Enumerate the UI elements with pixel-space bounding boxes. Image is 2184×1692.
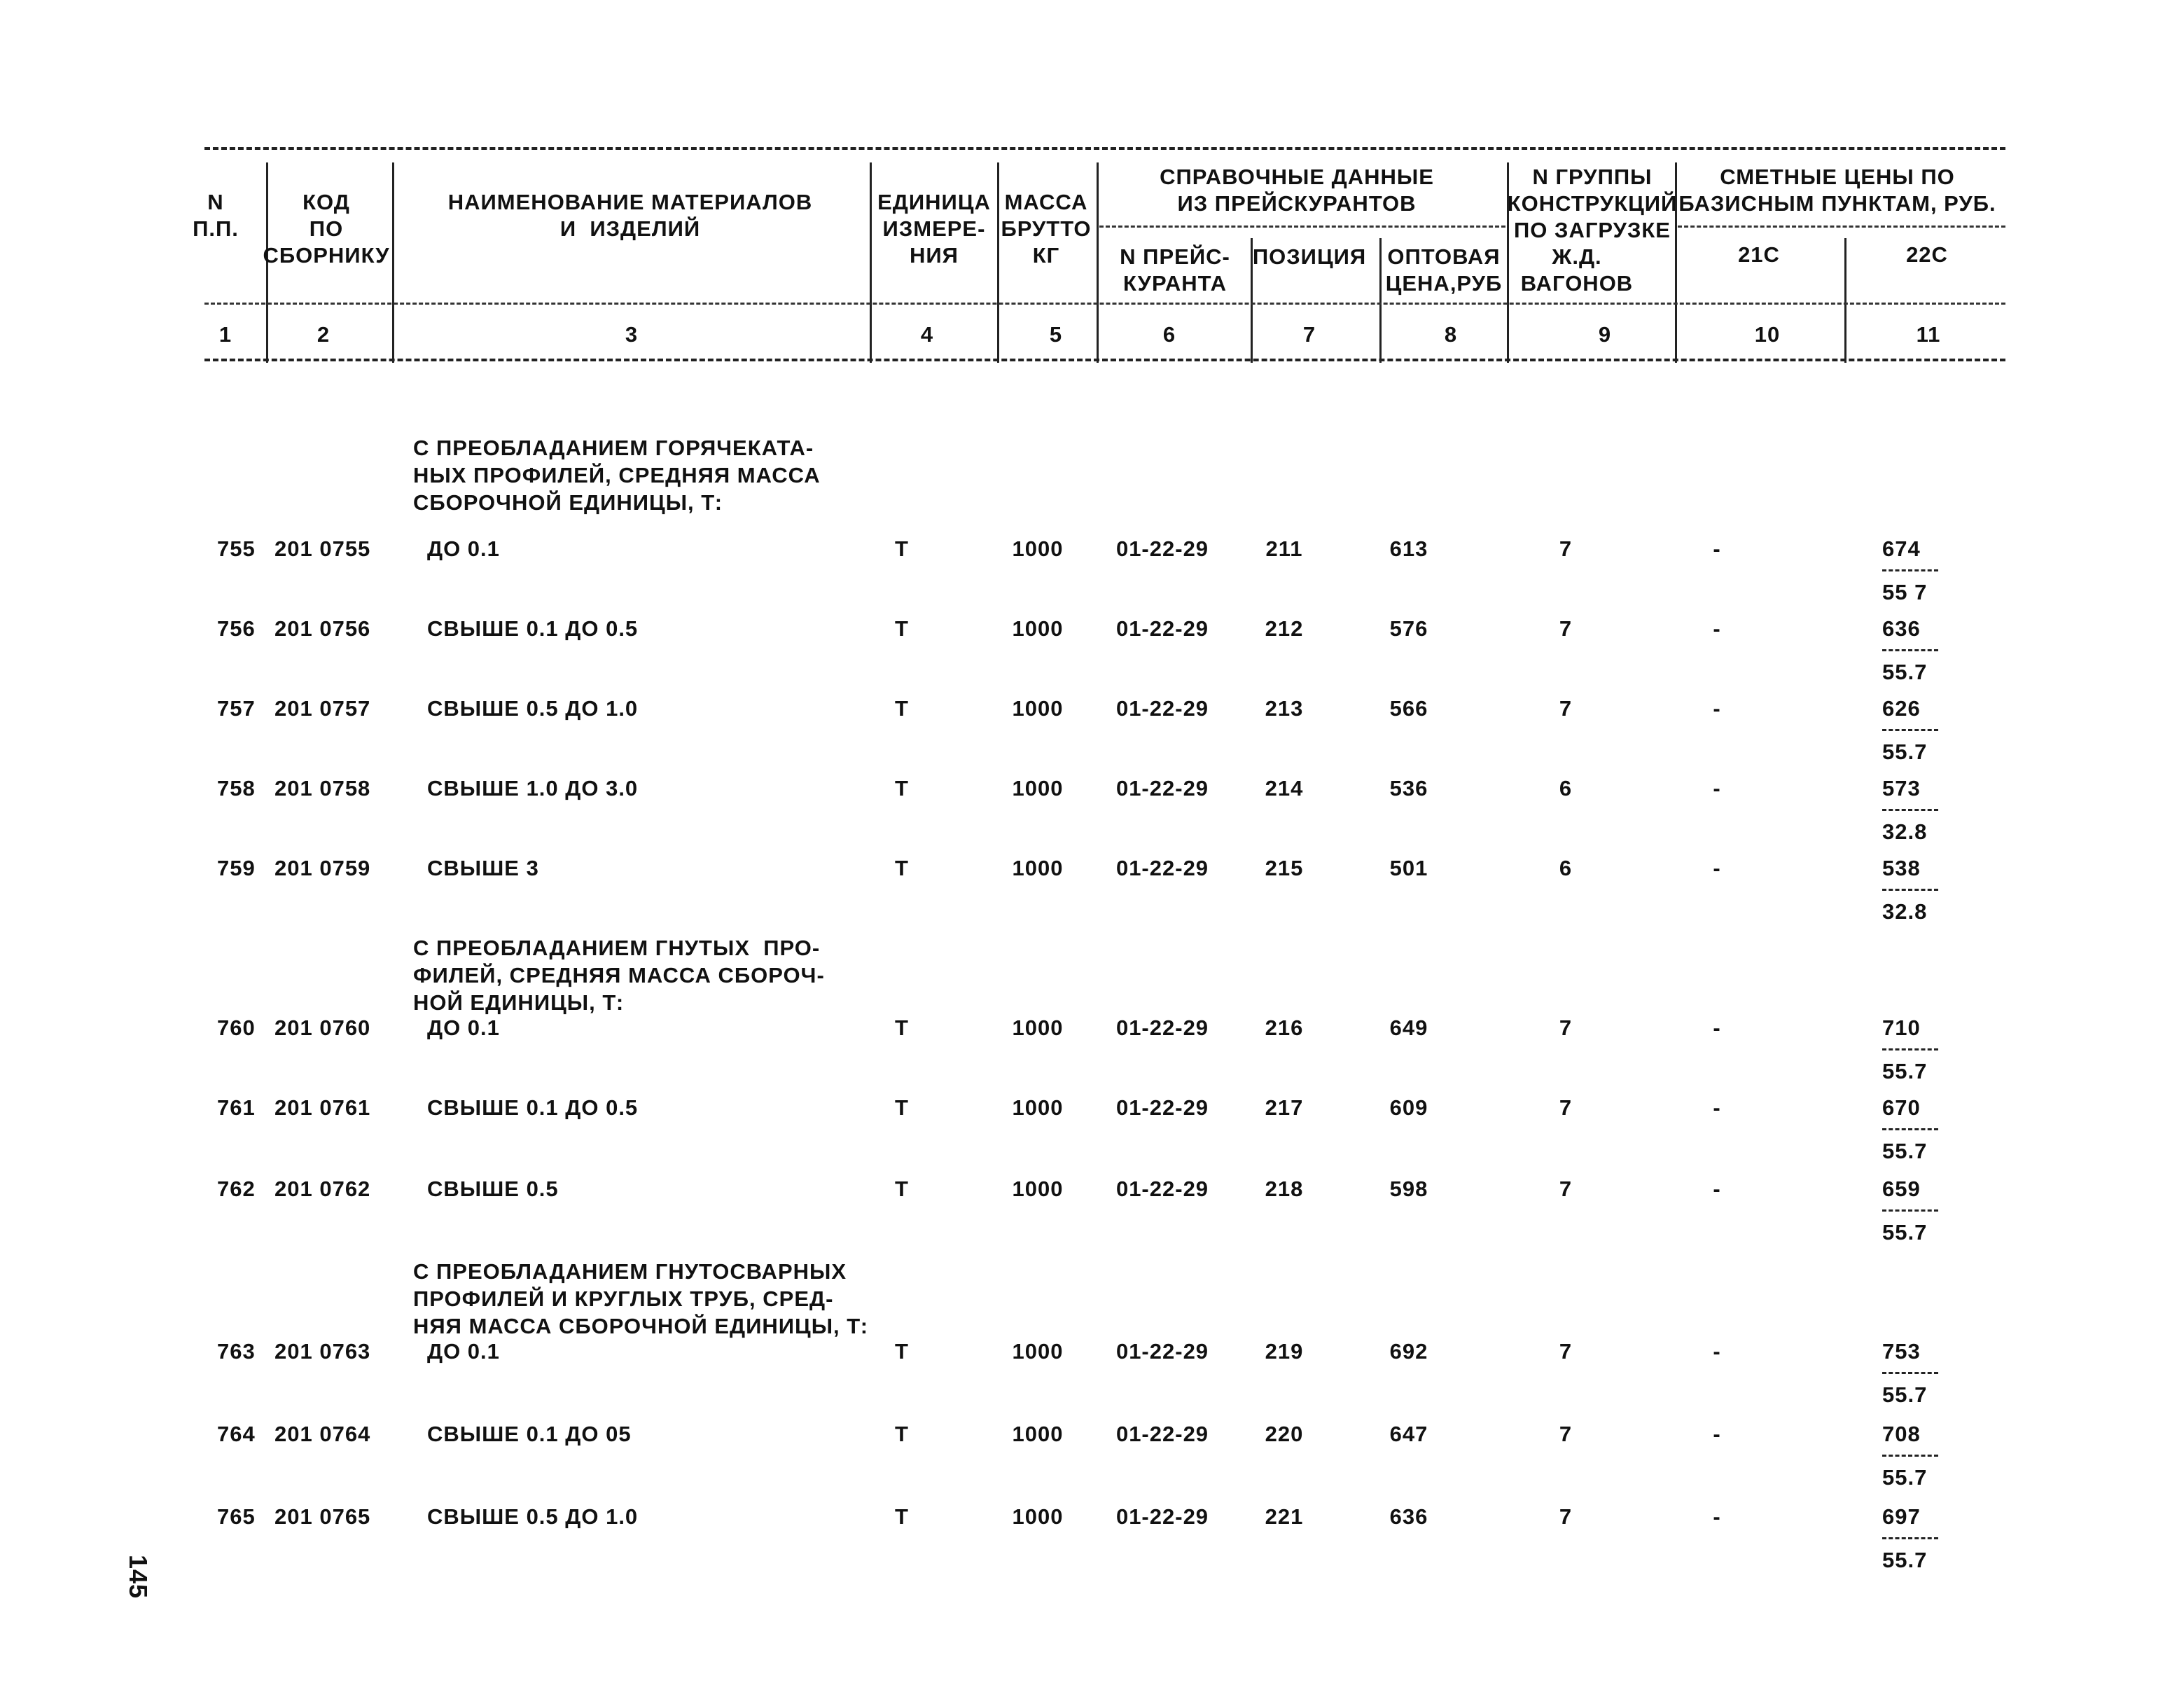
cell-name: ДО 0.1 <box>427 536 500 561</box>
price-22c-value: 659 <box>1882 1177 1921 1201</box>
header-bottom-rule <box>204 359 2005 361</box>
price-22c-value: 670 <box>1882 1095 1921 1120</box>
cell-name: СВЫШЕ 3 <box>427 856 539 880</box>
price-22c-index: 55 7 <box>1882 580 1928 604</box>
cell-wholesale: 566 <box>1389 696 1428 721</box>
col-divider <box>392 162 394 363</box>
cell-name: СВЫШЕ 0.5 <box>427 1177 559 1201</box>
cell-pos: 215 <box>1265 856 1304 880</box>
header-col-9b: Ж.Д. ВАГОНОВ <box>1520 244 1634 296</box>
col-number: 2 <box>317 322 331 347</box>
cell-pos: 212 <box>1265 616 1304 641</box>
cell-price-22c <box>1882 1097 1945 1162</box>
cell-pos: 216 <box>1265 1015 1304 1040</box>
section-heading: С ПРЕОБЛАДАНИЕМ ГНУТОСВАРНЫХ ПРОФИЛЕЙ И КРУГЛЫХ ТРУБ, СРЕД- НЯЯ МАССА СБОРОЧНОЙ ЕДИНИЦЫ, Т: <box>413 1259 869 1338</box>
header-col-6: N ПРЕЙС- КУРАНТА <box>1120 244 1230 296</box>
col-number: 9 <box>1598 322 1612 347</box>
cell-code: 201 0755 <box>274 536 371 561</box>
cell-unit: Т <box>895 536 909 561</box>
cell-mass: 1000 <box>1012 1015 1064 1040</box>
cell-group: 6 <box>1559 856 1573 880</box>
header-col-2: КОД ПО СБОРНИКУ <box>263 190 390 268</box>
cell-unit: Т <box>895 1015 909 1040</box>
header-col-8: ОПТОВАЯ ЦЕНА,РУБ <box>1385 244 1503 296</box>
fraction-bar <box>1882 1455 1938 1457</box>
cell-c21: - <box>1713 1015 1721 1040</box>
price-22c-index: 55.7 <box>1882 1220 1928 1244</box>
cell-code: 201 0762 <box>274 1177 371 1201</box>
col-divider <box>1379 238 1382 363</box>
fraction-bar <box>1882 1048 1938 1050</box>
cell-name: СВЫШЕ 0.1 ДО 05 <box>427 1422 632 1446</box>
cell-n: 759 <box>217 856 256 880</box>
cell-pos: 217 <box>1265 1095 1304 1120</box>
price-22c-value: 697 <box>1882 1504 1921 1529</box>
price-22c-index: 32.8 <box>1882 819 1928 844</box>
header-col-7: ПОЗИЦИЯ <box>1252 244 1367 269</box>
cell-n: 763 <box>217 1339 256 1364</box>
cell-c21: - <box>1713 1504 1721 1529</box>
cell-unit: Т <box>895 1339 909 1364</box>
cell-price-22c <box>1882 1506 1945 1571</box>
cell-n: 758 <box>217 776 256 800</box>
cell-mass: 1000 <box>1012 1504 1064 1529</box>
cell-price-22c <box>1882 1017 1945 1082</box>
cell-code: 201 0759 <box>274 856 371 880</box>
price-22c-index: 55.7 <box>1882 1059 1928 1083</box>
cell-unit: Т <box>895 616 909 641</box>
cell-group: 7 <box>1559 616 1573 641</box>
cell-wholesale: 649 <box>1389 1015 1428 1040</box>
cell-pos: 213 <box>1265 696 1304 721</box>
col-divider <box>870 162 872 363</box>
cell-pos: 211 <box>1265 536 1303 561</box>
cell-price-list: 01-22-29 <box>1115 1422 1209 1446</box>
price-22c-value: 708 <box>1882 1422 1921 1446</box>
cell-price-22c <box>1882 1178 1945 1243</box>
cell-pos: 220 <box>1265 1422 1304 1446</box>
cell-group: 7 <box>1559 536 1573 561</box>
price-22c-value: 710 <box>1882 1015 1921 1040</box>
cell-mass: 1000 <box>1012 1422 1064 1446</box>
cell-c21: - <box>1713 1339 1721 1364</box>
col-number: 8 <box>1444 322 1458 347</box>
cell-code: 201 0763 <box>274 1339 371 1364</box>
col-number: 6 <box>1162 322 1176 347</box>
cell-name: ДО 0.1 <box>427 1015 500 1040</box>
cell-price-list: 01-22-29 <box>1115 616 1209 641</box>
cell-unit: Т <box>895 696 909 721</box>
cell-wholesale: 598 <box>1389 1177 1428 1201</box>
cell-price-list: 01-22-29 <box>1115 776 1209 800</box>
cell-name: ДО 0.1 <box>427 1339 500 1364</box>
cell-mass: 1000 <box>1012 1339 1064 1364</box>
price-22c-index: 55.7 <box>1882 660 1928 684</box>
cell-name: СВЫШЕ 0.1 ДО 0.5 <box>427 616 639 641</box>
col-number: 5 <box>1049 322 1063 347</box>
cell-c21: - <box>1713 856 1721 880</box>
cell-n: 764 <box>217 1422 256 1446</box>
cell-unit: Т <box>895 856 909 880</box>
col-number: 3 <box>625 322 639 347</box>
cell-n: 757 <box>217 696 256 721</box>
price-22c-value: 626 <box>1882 696 1921 721</box>
price-22c-value: 753 <box>1882 1339 1921 1364</box>
price-22c-index: 55.7 <box>1882 740 1928 764</box>
fraction-bar <box>1882 1372 1938 1374</box>
header-col-1: N П.П. <box>193 190 239 241</box>
price-22c-value: 573 <box>1882 776 1921 800</box>
col-number: 7 <box>1302 322 1316 347</box>
cell-wholesale: 576 <box>1389 616 1428 641</box>
cell-group: 7 <box>1559 1095 1573 1120</box>
col-number: 1 <box>218 322 232 347</box>
cell-price-list: 01-22-29 <box>1115 696 1209 721</box>
cell-price-list: 01-22-29 <box>1115 536 1209 561</box>
cell-wholesale: 613 <box>1389 536 1428 561</box>
cell-code: 201 0757 <box>274 696 371 721</box>
cell-wholesale: 647 <box>1389 1422 1428 1446</box>
cell-price-22c <box>1882 618 1945 683</box>
cell-n: 762 <box>217 1177 256 1201</box>
cell-n: 760 <box>217 1015 256 1040</box>
price-22c-index: 55.7 <box>1882 1139 1928 1163</box>
header-col-5: МАССА БРУТТО КГ <box>1001 190 1092 268</box>
cell-price-list: 01-22-29 <box>1115 1015 1209 1040</box>
cell-code: 201 0760 <box>274 1015 371 1040</box>
cell-unit: Т <box>895 1422 909 1446</box>
cell-mass: 1000 <box>1012 696 1064 721</box>
cell-c21: - <box>1713 1422 1721 1446</box>
header-mid-rule <box>204 303 2005 305</box>
fraction-bar <box>1882 649 1938 651</box>
fraction-bar <box>1882 729 1938 731</box>
section-heading: С ПРЕОБЛАДАНИЕМ ГОРЯЧЕКАТА- НЫХ ПРОФИЛЕЙ, СРЕДНЯЯ МАССА СБОРОЧНОЙ ЕДИНИЦЫ, Т: <box>413 436 821 515</box>
col-number: 11 <box>1916 322 1941 347</box>
cell-mass: 1000 <box>1012 1177 1064 1201</box>
header-col-9a: N ГРУППЫ КОНСТРУКЦИЙ ПО ЗАГРУЗКЕ <box>1507 165 1678 242</box>
header-col-3: НАИМЕНОВАНИЕ МАТЕРИАЛОВ И ИЗДЕЛИЙ <box>447 190 813 241</box>
cell-c21: - <box>1713 536 1721 561</box>
cell-code: 201 0761 <box>274 1095 371 1120</box>
cell-group: 7 <box>1559 1422 1573 1446</box>
header-top-rule <box>204 147 2005 150</box>
price-22c-value: 538 <box>1882 856 1921 880</box>
cell-pos: 221 <box>1265 1504 1304 1529</box>
cell-pos: 214 <box>1265 776 1304 800</box>
header-group-prices: СМЕТНЫЕ ЦЕНЫ ПО БАЗИСНЫМ ПУНКТАМ, РУБ. <box>1678 165 1996 216</box>
cell-price-list: 01-22-29 <box>1115 1177 1209 1201</box>
cell-name: СВЫШЕ 1.0 ДО 3.0 <box>427 776 639 800</box>
section-heading: С ПРЕОБЛАДАНИЕМ ГНУТЫХ ПРО- ФИЛЕЙ, СРЕДНЯЯ МАССА СБОРОЧ- НОЙ ЕДИНИЦЫ, Т: <box>413 936 825 1015</box>
cell-n: 755 <box>217 536 256 561</box>
cell-group: 7 <box>1559 1015 1573 1040</box>
fraction-bar <box>1882 809 1938 811</box>
cell-mass: 1000 <box>1012 536 1064 561</box>
cell-c21: - <box>1713 1095 1721 1120</box>
cell-price-list: 01-22-29 <box>1115 1095 1209 1120</box>
cell-pos: 219 <box>1265 1339 1304 1364</box>
cell-wholesale: 501 <box>1389 856 1428 880</box>
cell-price-22c <box>1882 777 1945 842</box>
price-22c-index: 55.7 <box>1882 1465 1928 1490</box>
header-col-4: ЕДИНИЦА ИЗМЕРЕ- НИЯ <box>877 190 991 268</box>
cell-c21: - <box>1713 696 1721 721</box>
cell-price-list: 01-22-29 <box>1115 1504 1209 1529</box>
cell-mass: 1000 <box>1012 1095 1064 1120</box>
cell-price-22c <box>1882 538 1945 603</box>
price-22c-value: 674 <box>1882 536 1921 561</box>
col-divider <box>997 162 999 363</box>
cell-unit: Т <box>895 1095 909 1120</box>
cell-name: СВЫШЕ 0.1 ДО 0.5 <box>427 1095 639 1120</box>
cell-name: СВЫШЕ 0.5 ДО 1.0 <box>427 1504 639 1529</box>
cell-n: 765 <box>217 1504 256 1529</box>
cell-mass: 1000 <box>1012 776 1064 800</box>
page-number: 145 <box>124 1555 153 1600</box>
fraction-bar <box>1882 1128 1938 1130</box>
cell-price-list: 01-22-29 <box>1115 1339 1209 1364</box>
cell-unit: Т <box>895 1177 909 1201</box>
cell-wholesale: 609 <box>1389 1095 1428 1120</box>
cell-c21: - <box>1713 1177 1721 1201</box>
cell-price-22c <box>1882 698 1945 763</box>
col-divider <box>1844 238 1846 363</box>
group-rule <box>1099 226 1505 228</box>
col-number: 4 <box>920 322 934 347</box>
cell-group: 6 <box>1559 776 1573 800</box>
header-col-10: 21С <box>1738 242 1780 267</box>
group-rule <box>1678 226 2005 228</box>
cell-pos: 218 <box>1265 1177 1304 1201</box>
fraction-bar <box>1882 889 1938 891</box>
cell-n: 756 <box>217 616 256 641</box>
col-divider <box>1097 162 1099 363</box>
cell-group: 7 <box>1559 1504 1573 1529</box>
cell-mass: 1000 <box>1012 856 1064 880</box>
cell-wholesale: 536 <box>1389 776 1428 800</box>
header-group-reference: СПРАВОЧНЫЕ ДАННЫЕ ИЗ ПРЕЙСКУРАНТОВ <box>1160 165 1434 216</box>
cell-mass: 1000 <box>1012 616 1064 641</box>
cell-group: 7 <box>1559 696 1573 721</box>
cell-code: 201 0765 <box>274 1504 371 1529</box>
cell-n: 761 <box>217 1095 256 1120</box>
fraction-bar <box>1882 1209 1938 1212</box>
fraction-bar <box>1882 1537 1938 1539</box>
cell-name: СВЫШЕ 0.5 ДО 1.0 <box>427 696 639 721</box>
cell-c21: - <box>1713 776 1721 800</box>
cell-price-22c <box>1882 857 1945 922</box>
cell-wholesale: 692 <box>1389 1339 1428 1364</box>
fraction-bar <box>1882 569 1938 571</box>
cell-group: 7 <box>1559 1177 1573 1201</box>
cell-wholesale: 636 <box>1389 1504 1428 1529</box>
cell-code: 201 0764 <box>274 1422 371 1446</box>
price-22c-index: 55.7 <box>1882 1382 1928 1407</box>
cell-price-list: 01-22-29 <box>1115 856 1209 880</box>
cell-unit: Т <box>895 776 909 800</box>
cell-c21: - <box>1713 616 1721 641</box>
price-22c-index: 32.8 <box>1882 899 1928 924</box>
cell-group: 7 <box>1559 1339 1573 1364</box>
cell-code: 201 0756 <box>274 616 371 641</box>
cell-price-22c <box>1882 1423 1945 1488</box>
price-22c-value: 636 <box>1882 616 1921 641</box>
cell-code: 201 0758 <box>274 776 371 800</box>
col-number: 10 <box>1754 322 1781 347</box>
cell-price-22c <box>1882 1340 1945 1406</box>
price-22c-index: 55.7 <box>1882 1548 1928 1572</box>
cell-unit: Т <box>895 1504 909 1529</box>
header-col-11: 22С <box>1906 242 1948 267</box>
